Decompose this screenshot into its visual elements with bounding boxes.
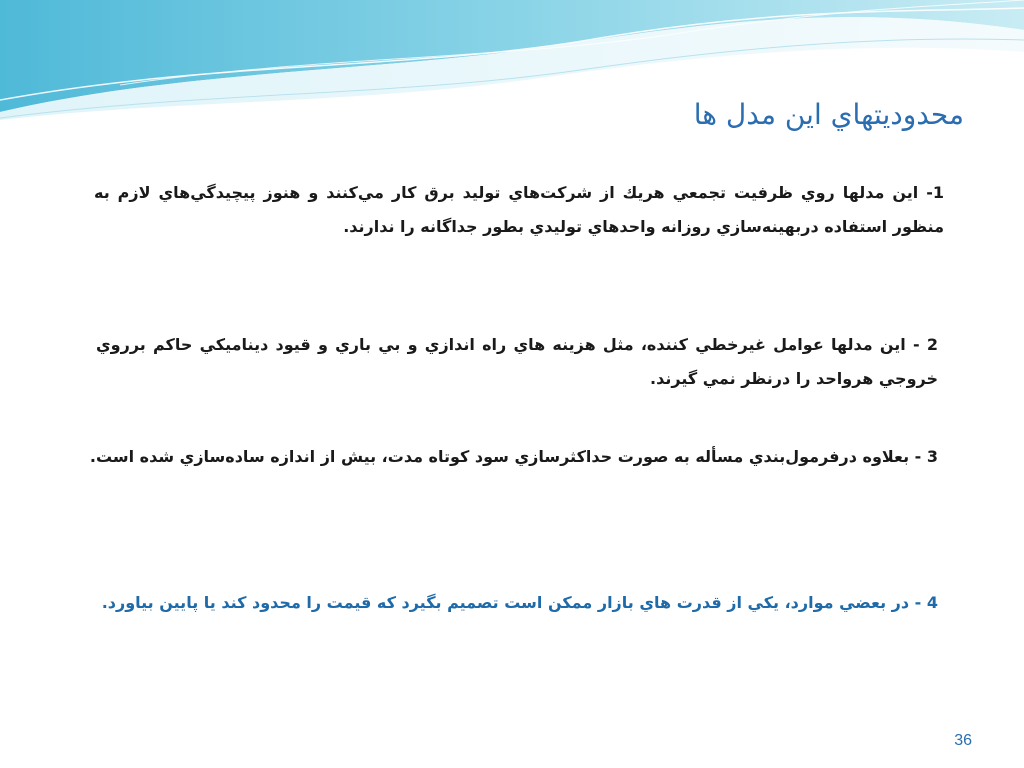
paragraph-4: 4 - در بعضي موارد، يكي از قدرت هاي بازار ممكن است تصميم بگيرد كه قيمت را محدود كند يا پايين بياورد. — [101, 593, 938, 612]
paragraph-1: 1- اين مدلها روي ظرفيت تجمعي هريك از شركت‌هاي توليد برق كار مي‌كنند و هنوز پيچيدگي‌هاي لازم به منظور استفاده دربهينه‌سازي روزانه واحدهاي توليدي بطور جداگانه را ندارند. — [94, 183, 944, 236]
paragraph-2: 2 - اين مدلها عوامل غيرخطي كننده، مثل هزينه هاي راه اندازي و بي باري و قيود ديناميكي حاكم برروي خروجي هرواحد را درنظر نمي گيرند. — [96, 335, 938, 388]
page-number: 36 — [954, 732, 972, 749]
slide-title: محدوديتهاي اين مدل ها — [693, 98, 964, 131]
paragraph-3: 3 - بعلاوه درفرمول‌بندي مسأله به صورت حداكثرسازي سود كوتاه مدت، بيش از اندازه ساده‌سازي شده است. — [89, 447, 938, 466]
